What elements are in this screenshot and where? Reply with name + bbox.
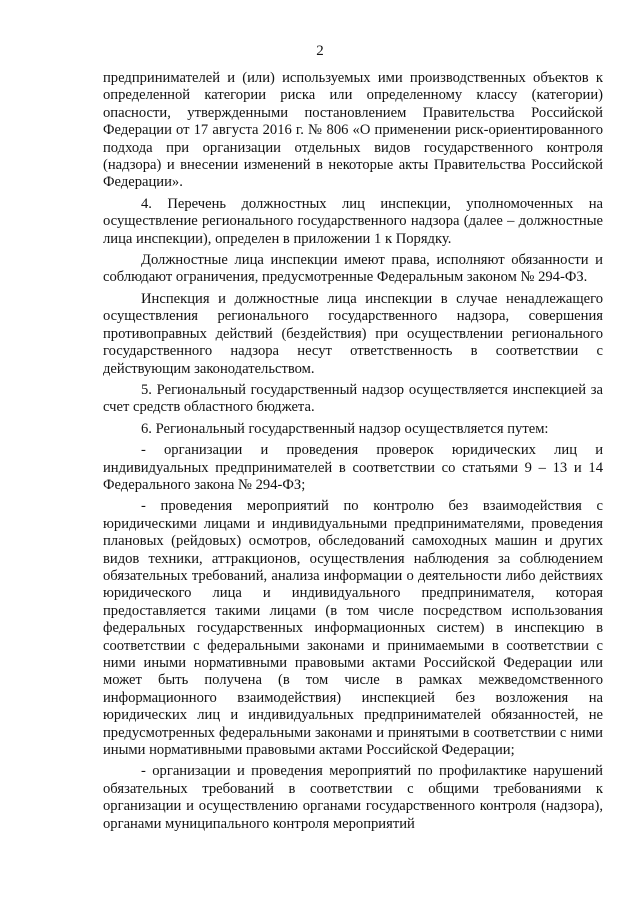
paragraph-item-4: 4. Перечень должностных лиц инспекции, уполномоченных на осуществление регионального государственного надзора (далее – должностные лица инспекции), определен в приложении 1 к Порядку.	[103, 195, 603, 247]
paragraph-item-5: 5. Региональный государственный надзор осуществляется инспекцией за счет средств областного бюджета.	[103, 381, 603, 416]
paragraph-officials-rights: Должностные лица инспекции имеют права, исполняют обязанности и соблюдают ограничения, предусмотренные Федеральным законом № 294-ФЗ.	[103, 252, 603, 286]
paragraph-continuation: предпринимателей и (или) используемых ими производственных объектов к определенной категории риска или определенному классу (категории) опасности, утвержденными постановлением Правительства Российской Федерации от 17 августа 2016 г. № 806 «О применении риск-ориентированного подхода при организации отдельных видов государственного контроля (надзора) и внесении изменений в некоторые акты Правительства Российской Федерации».	[103, 70, 603, 191]
paragraph-item-6: 6. Региональный государственный надзор осуществляется путем:	[141, 420, 549, 437]
list-item-inspections: - организации и проведения проверок юридических лиц и индивидуальных предпринимателей в соответствии со статьями 9 – 13 и 14 Федерального закона № 294-ФЗ;	[103, 442, 603, 493]
page-number: 2	[316, 43, 324, 59]
list-item-control-measures: - проведения мероприятий по контролю без взаимодействия с юридическими лицами и индивидуальными предпринимателями, проведения плановых (рейдовых) осмотров, обследований самоходных машин и других видов техники, аттракционов, осуществления наблюдения за соблюдением обязательных требований, анализа информации о деятельности либо действиях юридического лица и индивидуального предпринимателя, которая предоставляется такими лицами (в том числе посредством использования федеральных государственных информационных систем) в инспекцию в соответствии с федеральными законами и принимаемыми в соответствии с ними иными нормативными правовыми актами Российской Федерации или может быть получена (в том числе в рамках межведомственного информационного взаимодействия) инспекцией без возложения на юридических лиц и индивидуальных предпринимателей обязанностей, не предусмотренных федеральными законами и принятыми в соответствии с ними иными нормативными правовыми актами Российской Федерации;	[103, 498, 603, 759]
document-body	[103, 70, 603, 837]
list-item-prevention: - организации и проведения мероприятий по профилактике нарушений обязательных требований в соответствии с общими требованиями к организации и осуществлению органами государственного контроля (надзора), органами муниципального контроля мероприятий	[103, 763, 603, 832]
paragraph-responsibility: Инспекция и должностные лица инспекции в случае ненадлежащего осуществления регионального государственного надзора, совершения противоправных действий (бездействия) при осуществлении регионального государственного надзора несут ответственность в соответствии с действующим законодательством.	[103, 290, 603, 377]
